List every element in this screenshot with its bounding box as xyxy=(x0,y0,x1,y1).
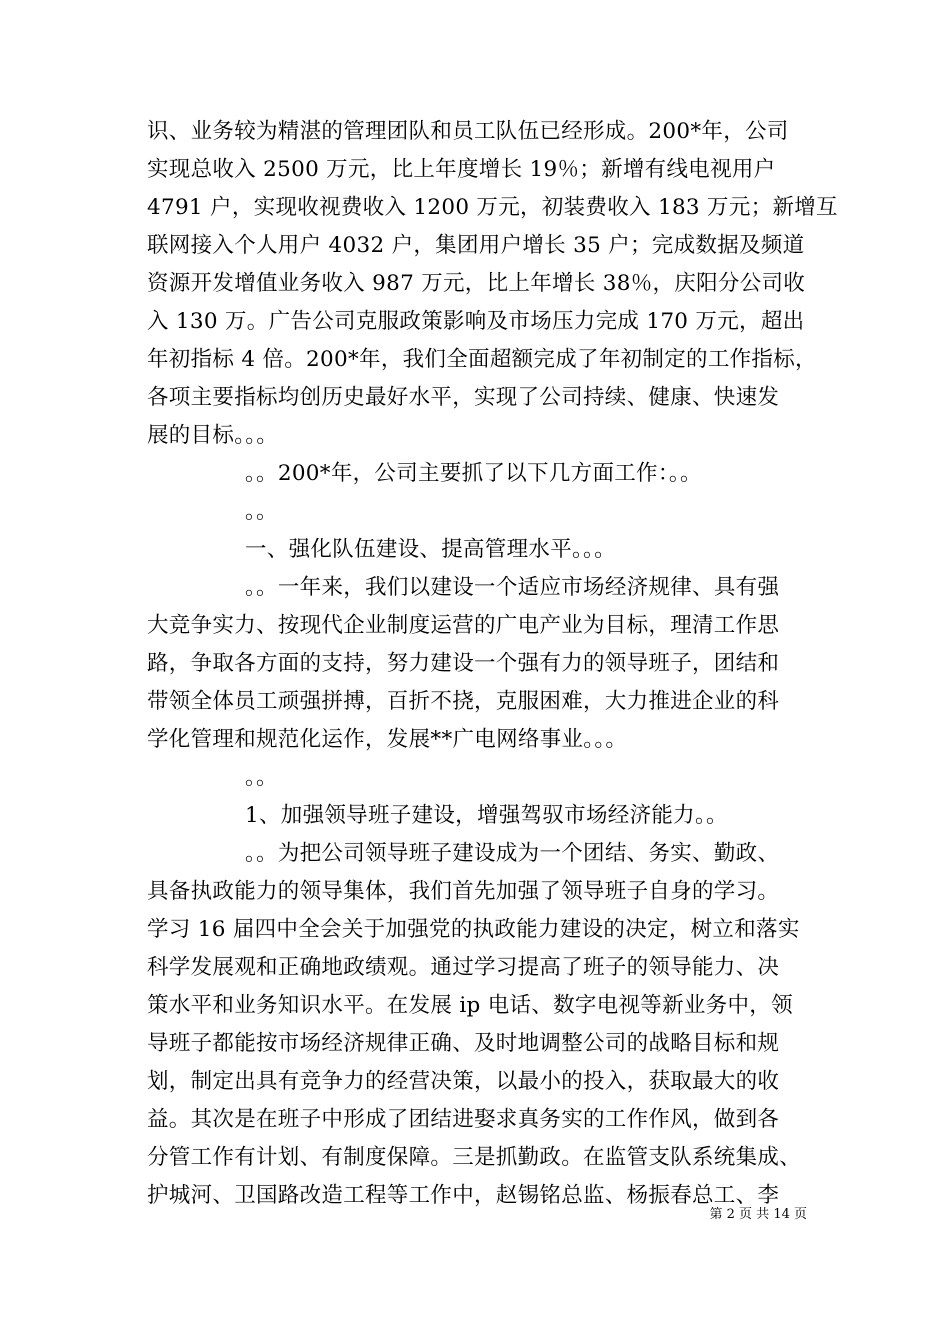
text-line: 益。其次是在班子中形成了团结进娶求真务实的工作作风，做到各 xyxy=(147,1107,780,1132)
text-line: 带领全体员工顽强拼搏，百折不挠，克服困难，大力推进企业的科 xyxy=(147,689,780,714)
page-number: 第 2 页 共 14 页 xyxy=(709,1207,807,1222)
text-line: 展的目标。。。 xyxy=(147,423,279,448)
subsection-heading: 1、加强领导班子建设，增强驾驭市场经济能力。。 xyxy=(245,803,728,828)
text-line: 策水平和业务知识水平。在发展 ip 电话、数字电视等新业务中，领 xyxy=(147,993,793,1018)
text-line: 。。200*年，公司主要抓了以下几方面工作：。。 xyxy=(245,461,702,486)
text-line: 联网接入个人用户 4032 户，集团用户增长 35 户；完成数据及频道 xyxy=(147,233,805,258)
text-line: 资源开发增值业务收入 987 万元，比上年增长 38％，庆阳分公司收 xyxy=(147,271,806,296)
text-line: 实现总收入 2500 万元，比上年度增长 19％；新增有线电视用户 xyxy=(147,157,776,182)
text-line: 。。 xyxy=(245,765,278,790)
text-line: 年初指标 4 倍。200*年，我们全面超额完成了年初制定的工作指标， xyxy=(147,347,817,372)
section-heading: 一、强化队伍建设、提高管理水平。。。 xyxy=(245,537,616,562)
text-line: 4791 户，实现收视费收入 1200 万元，初装费收入 183 万元；新增互 xyxy=(147,195,838,220)
text-line: 路，争取各方面的支持，努力建设一个强有力的领导班子，团结和 xyxy=(147,651,780,676)
text-line: 。。 xyxy=(245,499,278,524)
text-line: 学化管理和规范化运作，发展**广电网络事业。。。 xyxy=(147,727,628,752)
text-line: 科学发展观和正确地政绩观。通过学习提高了班子的领导能力、决 xyxy=(147,955,780,980)
text-line: 。。一年来，我们以建设一个适应市场经济规律、具有强 xyxy=(245,575,780,600)
text-line: 具备执政能力的领导集体，我们首先加强了领导班子自身的学习。 xyxy=(147,879,780,904)
text-line: 护城河、卫国路改造工程等工作中，赵锡铭总监、杨振春总工、李 xyxy=(147,1183,780,1208)
text-line: 导班子都能按市场经济规律正确、及时地调整公司的战略目标和规 xyxy=(147,1031,780,1056)
text-line: 。。为把公司领导班子建设成为一个团结、务实、勤政、 xyxy=(245,841,780,866)
text-line: 入 130 万。广告公司克服政策影响及市场压力完成 170 万元，超出 xyxy=(147,309,805,334)
text-line: 大竞争实力、按现代企业制度运营的广电产业为目标，理清工作思 xyxy=(147,613,780,638)
text-line: 识、业务较为精湛的管理团队和员工队伍已经形成。200*年，公司 xyxy=(147,119,789,144)
text-line: 学习 16 届四中全会关于加强党的执政能力建设的决定，树立和落实 xyxy=(147,917,800,942)
text-line: 分管工作有计划、有制度保障。三是抓勤政。在监管支队系统集成、 xyxy=(147,1145,802,1170)
text-line: 划，制定出具有竞争力的经营决策，以最小的投入，获取最大的收 xyxy=(147,1069,780,1094)
text-line: 各项主要指标均创历史最好水平，实现了公司持续、健康、快速发 xyxy=(147,385,780,410)
